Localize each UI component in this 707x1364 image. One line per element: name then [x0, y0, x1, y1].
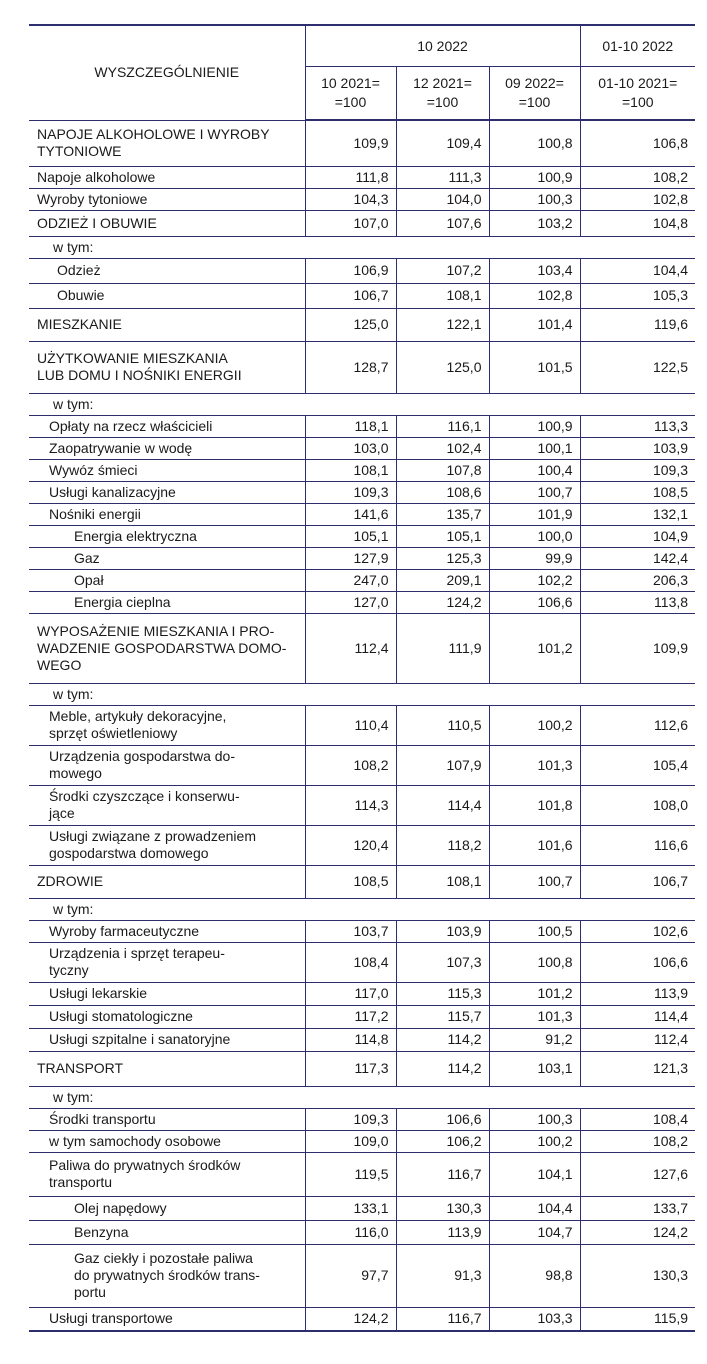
value-01-10-2021-base: 106,7: [580, 865, 695, 898]
row-label: Usługi stomatologiczne: [29, 1005, 305, 1028]
value-01-10-2021-base: 108,2: [580, 1130, 695, 1152]
value-10-2021-base: 108,5: [305, 865, 396, 898]
value-10-2021-base: 127,9: [305, 547, 396, 569]
row-label: WYPOSAŻENIE MIESZKANIA I PRO- WADZENIE GOSPODARSTWA DOMO- WEGO: [29, 613, 305, 683]
table-row: [29, 705, 695, 745]
table-row: [29, 308, 695, 341]
row-label: UŻYTKOWANIE MIESZKANIA LUB DOMU I NOŚNIKI ENERGII: [29, 341, 305, 393]
value-10-2021-base: 114,3: [305, 785, 396, 825]
header-base-dec: [396, 67, 489, 121]
value-01-10-2021-base: 122,5: [580, 341, 695, 393]
table-row: [29, 166, 695, 188]
table-row: [29, 1130, 695, 1152]
value-01-10-2021-base: 104,9: [580, 525, 695, 547]
table-row: [29, 1244, 695, 1307]
value-01-10-2021-base: 108,4: [580, 1108, 695, 1130]
value-01-10-2021-base: 104,4: [580, 258, 695, 283]
header-period-month: 10 2022: [305, 25, 580, 67]
value-10-2021-base: 141,6: [305, 503, 396, 525]
table-row: [29, 1108, 695, 1130]
value-09-2022-base: 100,3: [489, 1108, 580, 1130]
table-row: [29, 283, 695, 308]
value-10-2021-base: 106,9: [305, 258, 396, 283]
value-09-2022-base: 101,6: [489, 825, 580, 865]
value-09-2022-base: 100,4: [489, 459, 580, 481]
row-label: ODZIEŻ I OBUWIE: [29, 210, 305, 236]
value-01-10-2021-base: 112,6: [580, 705, 695, 745]
value-09-2022-base: 100,2: [489, 705, 580, 745]
value-01-10-2021-base: 124,2: [580, 1220, 695, 1244]
value-12-2021-base: 103,9: [396, 920, 489, 942]
value-10-2021-base: 107,0: [305, 210, 396, 236]
value-09-2022-base: 100,9: [489, 415, 580, 437]
value-10-2021-base: 108,4: [305, 942, 396, 982]
row-label: Usługi związane z prowadzeniem gospodarstwa domowego: [29, 825, 305, 865]
value-01-10-2021-base: 108,2: [580, 166, 695, 188]
table-row: [29, 1196, 695, 1220]
value-12-2021-base: 102,4: [396, 437, 489, 459]
value-10-2021-base: 118,1: [305, 415, 396, 437]
value-01-10-2021-base: 133,7: [580, 1196, 695, 1220]
value-09-2022-base: 100,9: [489, 166, 580, 188]
row-label: w tym samochody osobowe: [29, 1130, 305, 1152]
value-09-2022-base: 100,3: [489, 188, 580, 210]
value-10-2021-base: 127,0: [305, 591, 396, 613]
value-10-2021-base: 103,7: [305, 920, 396, 942]
row-label: Energia cieplna: [29, 591, 305, 613]
subsection-label: w tym:: [29, 898, 695, 920]
value-12-2021-base: 111,3: [396, 166, 489, 188]
value-09-2022-base: 103,2: [489, 210, 580, 236]
row-label: Olej napędowy: [29, 1196, 305, 1220]
value-10-2021-base: 111,8: [305, 166, 396, 188]
value-01-10-2021-base: 112,4: [580, 1028, 695, 1051]
value-10-2021-base: 97,7: [305, 1244, 396, 1307]
value-12-2021-base: 116,7: [396, 1307, 489, 1331]
value-10-2021-base: 109,3: [305, 1108, 396, 1130]
value-01-10-2021-base: 132,1: [580, 503, 695, 525]
table-row: [29, 120, 695, 166]
value-12-2021-base: 114,2: [396, 1028, 489, 1051]
value-12-2021-base: 135,7: [396, 503, 489, 525]
value-10-2021-base: 116,0: [305, 1220, 396, 1244]
value-12-2021-base: 111,9: [396, 613, 489, 683]
value-09-2022-base: 100,1: [489, 437, 580, 459]
value-09-2022-base: 103,1: [489, 1051, 580, 1086]
table-row: [29, 1005, 695, 1028]
table-row: [29, 415, 695, 437]
value-09-2022-base: 101,3: [489, 745, 580, 785]
subsection-row: [29, 683, 695, 705]
row-label: Środki transportu: [29, 1108, 305, 1130]
table-row: [29, 188, 695, 210]
value-09-2022-base: 104,4: [489, 1196, 580, 1220]
value-01-10-2021-base: 115,9: [580, 1307, 695, 1331]
row-label: Usługi szpitalne i sanatoryjne: [29, 1028, 305, 1051]
value-01-10-2021-base: 113,3: [580, 415, 695, 437]
value-01-10-2021-base: 105,3: [580, 283, 695, 308]
row-label: Opał: [29, 569, 305, 591]
header-base-yoy-text: 10 2021= =100: [321, 75, 380, 110]
value-12-2021-base: 122,1: [396, 308, 489, 341]
header-label: WYSZCZEGÓLNIENIE: [94, 64, 240, 81]
value-01-10-2021-base: 206,3: [580, 569, 695, 591]
row-label: Energia elektryczna: [29, 525, 305, 547]
table-body: [29, 120, 695, 1331]
value-01-10-2021-base: 116,6: [580, 825, 695, 865]
value-09-2022-base: 100,0: [489, 525, 580, 547]
value-12-2021-base: 115,3: [396, 982, 489, 1005]
value-09-2022-base: 106,6: [489, 591, 580, 613]
row-label: Usługi kanalizacyjne: [29, 481, 305, 503]
value-12-2021-base: 107,3: [396, 942, 489, 982]
value-09-2022-base: 100,5: [489, 920, 580, 942]
value-10-2021-base: 120,4: [305, 825, 396, 865]
value-12-2021-base: 106,6: [396, 1108, 489, 1130]
row-label: ZDROWIE: [29, 865, 305, 898]
value-10-2021-base: 105,1: [305, 525, 396, 547]
row-label: Wyroby tytoniowe: [29, 188, 305, 210]
value-09-2022-base: 100,8: [489, 942, 580, 982]
value-09-2022-base: 100,2: [489, 1130, 580, 1152]
row-label: Odzież: [29, 258, 305, 283]
value-01-10-2021-base: 102,6: [580, 920, 695, 942]
table-row: [29, 1051, 695, 1086]
value-01-10-2021-base: 142,4: [580, 547, 695, 569]
value-12-2021-base: 116,1: [396, 415, 489, 437]
row-label: Wyroby farmaceutyczne: [29, 920, 305, 942]
table-row: [29, 525, 695, 547]
value-12-2021-base: 107,2: [396, 258, 489, 283]
value-09-2022-base: 101,3: [489, 1005, 580, 1028]
value-09-2022-base: 101,2: [489, 982, 580, 1005]
value-10-2021-base: 117,0: [305, 982, 396, 1005]
row-label: TRANSPORT: [29, 1051, 305, 1086]
header-base-dec-text: 12 2021= =100: [413, 75, 472, 110]
value-10-2021-base: 247,0: [305, 569, 396, 591]
value-10-2021-base: 128,7: [305, 341, 396, 393]
header-base-cumulative: [580, 67, 695, 121]
value-12-2021-base: 116,7: [396, 1152, 489, 1196]
subsection-label: w tym:: [29, 393, 695, 415]
value-10-2021-base: 117,3: [305, 1051, 396, 1086]
value-12-2021-base: 107,6: [396, 210, 489, 236]
value-12-2021-base: 110,5: [396, 705, 489, 745]
value-01-10-2021-base: 103,9: [580, 437, 695, 459]
value-12-2021-base: 125,3: [396, 547, 489, 569]
value-09-2022-base: 103,4: [489, 258, 580, 283]
value-12-2021-base: 114,4: [396, 785, 489, 825]
value-09-2022-base: 100,7: [489, 481, 580, 503]
row-label: NAPOJE ALKOHOLOWE I WYROBY TYTONIOWE: [29, 120, 305, 166]
value-10-2021-base: 119,5: [305, 1152, 396, 1196]
price-index-table: [29, 24, 695, 1332]
value-01-10-2021-base: 114,4: [580, 1005, 695, 1028]
value-01-10-2021-base: 106,8: [580, 120, 695, 166]
value-01-10-2021-base: 105,4: [580, 745, 695, 785]
table-row: [29, 865, 695, 898]
row-label: Zaopatrywanie w wodę: [29, 437, 305, 459]
value-12-2021-base: 108,1: [396, 865, 489, 898]
value-12-2021-base: 104,0: [396, 188, 489, 210]
value-10-2021-base: 110,4: [305, 705, 396, 745]
value-09-2022-base: 101,4: [489, 308, 580, 341]
value-12-2021-base: 106,2: [396, 1130, 489, 1152]
value-09-2022-base: 98,8: [489, 1244, 580, 1307]
table-row: [29, 547, 695, 569]
value-12-2021-base: 118,2: [396, 825, 489, 865]
value-10-2021-base: 109,9: [305, 120, 396, 166]
table-row: [29, 210, 695, 236]
row-label: Gaz ciekły i pozostałe paliwa do prywatnych środków trans- portu: [29, 1244, 305, 1307]
value-01-10-2021-base: 127,6: [580, 1152, 695, 1196]
row-label: Benzyna: [29, 1220, 305, 1244]
value-09-2022-base: 100,7: [489, 865, 580, 898]
table-row: [29, 613, 695, 683]
subsection-row: [29, 898, 695, 920]
row-label: Wywóz śmieci: [29, 459, 305, 481]
value-09-2022-base: 104,7: [489, 1220, 580, 1244]
table-row: [29, 481, 695, 503]
value-01-10-2021-base: 109,9: [580, 613, 695, 683]
table-row: [29, 503, 695, 525]
value-10-2021-base: 124,2: [305, 1307, 396, 1331]
table-row: [29, 825, 695, 865]
row-label: Urządzenia gospodarstwa do- mowego: [29, 745, 305, 785]
table-row: [29, 1220, 695, 1244]
value-01-10-2021-base: 108,0: [580, 785, 695, 825]
value-10-2021-base: 106,7: [305, 283, 396, 308]
value-12-2021-base: 209,1: [396, 569, 489, 591]
table-row: [29, 920, 695, 942]
value-01-10-2021-base: 104,8: [580, 210, 695, 236]
value-10-2021-base: 117,2: [305, 1005, 396, 1028]
value-12-2021-base: 113,9: [396, 1220, 489, 1244]
value-12-2021-base: 107,9: [396, 745, 489, 785]
header-base-mom: [489, 67, 580, 121]
row-label: Opłaty na rzecz właścicieli: [29, 415, 305, 437]
value-10-2021-base: 103,0: [305, 437, 396, 459]
value-12-2021-base: 107,8: [396, 459, 489, 481]
table-row: [29, 1152, 695, 1196]
value-12-2021-base: 114,2: [396, 1051, 489, 1086]
table-row: [29, 437, 695, 459]
row-label: Nośniki energii: [29, 503, 305, 525]
row-label: Obuwie: [29, 283, 305, 308]
value-09-2022-base: 101,9: [489, 503, 580, 525]
value-12-2021-base: 124,2: [396, 591, 489, 613]
table-row: [29, 341, 695, 393]
row-label: Urządzenia i sprzęt terapeu- tyczny: [29, 942, 305, 982]
value-10-2021-base: 104,3: [305, 188, 396, 210]
value-09-2022-base: 100,8: [489, 120, 580, 166]
value-10-2021-base: 114,8: [305, 1028, 396, 1051]
table-row: [29, 785, 695, 825]
value-09-2022-base: 102,8: [489, 283, 580, 308]
value-01-10-2021-base: 119,6: [580, 308, 695, 341]
value-12-2021-base: 130,3: [396, 1196, 489, 1220]
header-base-cumulative-text: 01-10 2021= =100: [598, 75, 678, 110]
value-10-2021-base: 109,3: [305, 481, 396, 503]
value-01-10-2021-base: 102,8: [580, 188, 695, 210]
row-label: Paliwa do prywatnych środków transportu: [29, 1152, 305, 1196]
value-09-2022-base: 101,8: [489, 785, 580, 825]
value-09-2022-base: 101,5: [489, 341, 580, 393]
row-label: MIESZKANIE: [29, 308, 305, 341]
value-01-10-2021-base: 113,8: [580, 591, 695, 613]
value-09-2022-base: 103,3: [489, 1307, 580, 1331]
row-label: Usługi transportowe: [29, 1307, 305, 1331]
value-12-2021-base: 115,7: [396, 1005, 489, 1028]
value-01-10-2021-base: 121,3: [580, 1051, 695, 1086]
value-12-2021-base: 91,3: [396, 1244, 489, 1307]
header-base-mom-text: 09 2022= =100: [505, 75, 564, 110]
table-row: [29, 258, 695, 283]
table-row: [29, 942, 695, 982]
value-01-10-2021-base: 109,3: [580, 459, 695, 481]
header-label-cell: [29, 25, 305, 120]
value-12-2021-base: 108,1: [396, 283, 489, 308]
table-row: [29, 459, 695, 481]
subsection-row: [29, 236, 695, 258]
value-10-2021-base: 112,4: [305, 613, 396, 683]
value-09-2022-base: 102,2: [489, 569, 580, 591]
value-09-2022-base: 104,1: [489, 1152, 580, 1196]
subsection-label: w tym:: [29, 236, 695, 258]
value-01-10-2021-base: 106,6: [580, 942, 695, 982]
row-label: Meble, artykuły dekoracyjne, sprzęt oświetleniowy: [29, 705, 305, 745]
value-12-2021-base: 108,6: [396, 481, 489, 503]
subsection-label: w tym:: [29, 1086, 695, 1108]
subsection-row: [29, 1086, 695, 1108]
table-row: [29, 1307, 695, 1331]
value-01-10-2021-base: 130,3: [580, 1244, 695, 1307]
value-10-2021-base: 108,2: [305, 745, 396, 785]
table-row: [29, 569, 695, 591]
table-row: [29, 1028, 695, 1051]
subsection-row: [29, 393, 695, 415]
table-row: [29, 591, 695, 613]
value-10-2021-base: 108,1: [305, 459, 396, 481]
value-09-2022-base: 99,9: [489, 547, 580, 569]
row-label: Usługi lekarskie: [29, 982, 305, 1005]
value-09-2022-base: 91,2: [489, 1028, 580, 1051]
value-09-2022-base: 101,2: [489, 613, 580, 683]
row-label: Napoje alkoholowe: [29, 166, 305, 188]
value-12-2021-base: 109,4: [396, 120, 489, 166]
table-row: [29, 745, 695, 785]
header-period-cumulative: 01-10 2022: [580, 25, 695, 67]
value-10-2021-base: 109,0: [305, 1130, 396, 1152]
row-label: Środki czyszczące i konserwu- jące: [29, 785, 305, 825]
value-10-2021-base: 125,0: [305, 308, 396, 341]
value-12-2021-base: 105,1: [396, 525, 489, 547]
value-12-2021-base: 125,0: [396, 341, 489, 393]
value-01-10-2021-base: 108,5: [580, 481, 695, 503]
row-label: Gaz: [29, 547, 305, 569]
subsection-label: w tym:: [29, 683, 695, 705]
header-base-yoy: [305, 67, 396, 121]
value-10-2021-base: 133,1: [305, 1196, 396, 1220]
table-row: [29, 982, 695, 1005]
value-01-10-2021-base: 113,9: [580, 982, 695, 1005]
